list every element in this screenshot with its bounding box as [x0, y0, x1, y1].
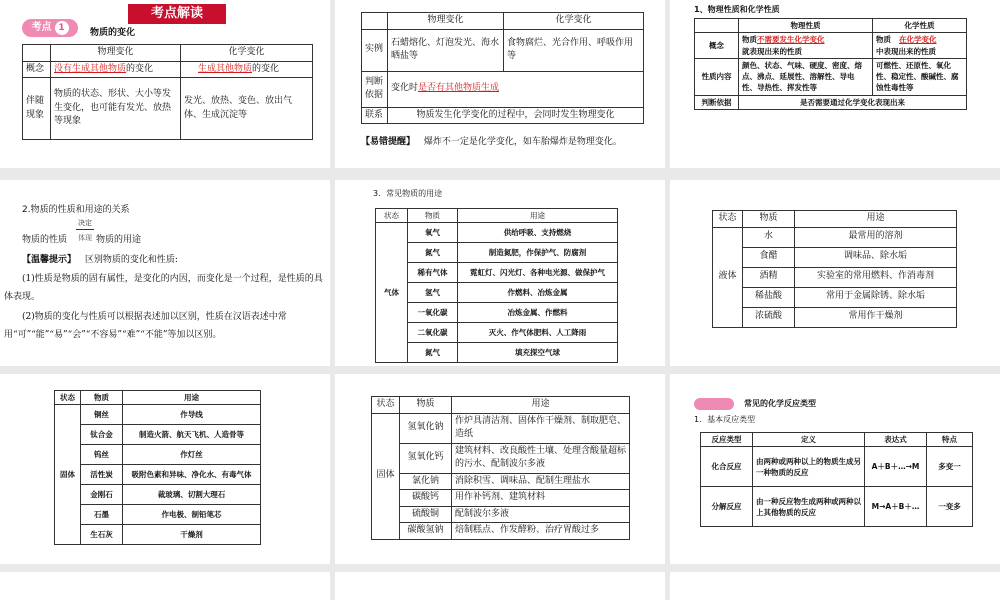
paragraph-2: (2)物质的变化与性质可以根据表述加以区别，性质在汉语表述中常用“可”“能”“易”“会”“不容易”“难”“不能”等加以区别。	[4, 312, 287, 340]
substance-cell: 氢气	[408, 283, 458, 303]
substance-cell: 活性炭	[81, 465, 123, 485]
examples-chemical: 食物腐烂、光合作用、呼吸作用等	[504, 29, 644, 71]
header-use: 用途	[458, 209, 618, 223]
reaction-type-cell: 化合反应	[701, 447, 753, 487]
tip-label: 【温馨提示】	[22, 255, 77, 265]
criterion-prefix: 变化时	[391, 83, 419, 94]
gas-uses-table	[375, 208, 618, 363]
section-title: 物质的变化	[90, 28, 136, 38]
slide-11	[335, 572, 665, 600]
concept-chemical-suffix: 的变化	[252, 63, 280, 74]
content-chemical-property: 可燃性、还原性、氧化性、稳定性、酸碱性、腐蚀性毒性等	[873, 58, 967, 95]
header-substance: 物质	[743, 211, 795, 228]
header-physical-property: 物理性质	[739, 19, 873, 33]
use-cell: 裁玻璃、切割大理石	[123, 485, 261, 505]
slide-8	[335, 374, 665, 564]
use-cell: 填充探空气球	[458, 343, 618, 363]
slide-heading: 1．基本反应类型	[694, 415, 756, 424]
relation-arrow	[76, 229, 94, 230]
row-label-content: 性质内容	[695, 58, 739, 95]
concept-phys-a: 物质	[742, 35, 757, 45]
substance-cell: 稀有气体	[408, 263, 458, 283]
error-tip-text: 爆炸不一定是化学变化，如车胎爆炸是物理变化。	[423, 137, 622, 147]
use-cell: 作电极、制铅笔芯	[123, 505, 261, 525]
substance-cell: 一氧化碳	[408, 303, 458, 323]
concept-chem-a: 物质	[876, 35, 891, 45]
substance-cell: 硫酸铜	[400, 506, 452, 523]
substance-cell: 氯化钠	[400, 473, 452, 490]
feature-cell: 多变一	[927, 447, 973, 487]
slide-10	[0, 572, 330, 600]
row-label-examples: 实例	[362, 29, 388, 71]
relation-arrow-top: 决定	[78, 219, 92, 227]
header-use: 用途	[452, 397, 630, 414]
liquid-uses-table	[712, 210, 957, 328]
definition-cell: 由一种反应物生成两种或两种以上其他物质的反应	[753, 487, 865, 527]
slide-12	[670, 572, 1000, 600]
use-cell: 吸附色素和异味、净化水、有毒气体	[123, 465, 261, 485]
content-physical-property: 颜色、状态、气味、硬度、密度、熔点、沸点、延展性、溶解性、导电性、导热性、挥发性等	[739, 58, 873, 95]
use-cell: 建筑材料、改良酸性土壤、处理含酸量超标的污水、配制波尔多液	[452, 443, 630, 473]
slide-4	[0, 180, 330, 366]
substance-cell: 食醋	[743, 247, 795, 267]
substance-cell: 氢氧化钠	[400, 413, 452, 443]
row-label-criterion: 判断依据	[695, 95, 739, 109]
tip	[22, 252, 178, 265]
substance-cell: 浓硫酸	[743, 307, 795, 327]
row-label-phenomena: 伴随现象	[23, 78, 51, 140]
use-cell: 常用于金属除锈、除水垢	[795, 287, 957, 307]
substance-cell: 稀盐酸	[743, 287, 795, 307]
use-cell: 焙制糕点、作发酵粉、治疗胃酸过多	[452, 523, 630, 540]
corner-cell	[362, 13, 388, 30]
use-cell: 霓虹灯、闪光灯、各种电光源、做保护气	[458, 263, 618, 283]
substance-cell: 氢氧化钙	[400, 443, 452, 473]
use-cell: 作炉具清洁剂、固体作干燥剂、制取肥皂、造纸	[452, 413, 630, 443]
use-cell: 常用作干燥剂	[795, 307, 957, 327]
property-table	[694, 18, 967, 110]
use-cell: 制造氮肥，作保护气、防腐剂	[458, 243, 618, 263]
topic-tag	[694, 398, 734, 410]
substance-cell: 碳酸钙	[400, 490, 452, 507]
section-banner: 考点解读	[128, 4, 226, 24]
concept-phys-b: 就表现出来的性质	[742, 46, 802, 56]
use-cell: 最常用的溶剂	[795, 227, 957, 247]
concept-chem-key: 在化学变化	[899, 35, 937, 45]
use-cell: 冶炼金属、作燃料	[458, 303, 618, 323]
concept-physical-key: 没有生成其他物质	[54, 63, 127, 74]
solid-uses-table-1	[54, 390, 261, 545]
header-definition: 定义	[753, 433, 865, 447]
substance-cell: 二氧化碳	[408, 323, 458, 343]
criterion-cell: 是否需要通过化学变化表现出来	[739, 95, 967, 109]
header-physical: 物理变化	[388, 13, 504, 30]
reaction-type-table	[700, 432, 973, 527]
use-cell: 灭火、作气体肥料、人工降雨	[458, 323, 618, 343]
topic-tag-number: 1	[55, 21, 69, 35]
expression-cell: M→A＋B＋…	[865, 487, 927, 527]
substance-cell: 生石灰	[81, 525, 123, 545]
slide-5	[335, 180, 665, 366]
use-cell: 作灯丝	[123, 445, 261, 465]
use-cell: 制造火箭、航天飞机、人造骨等	[123, 425, 261, 445]
definition-cell: 由两种或两种以上的物质生成另一种物质的反应	[753, 447, 865, 487]
relation-left: 物质的性质	[22, 235, 68, 245]
header-use: 用途	[795, 211, 957, 228]
change-table-2	[361, 12, 644, 124]
criterion-cell	[388, 71, 644, 107]
row-label-concept: 概念	[23, 61, 51, 78]
expression-cell: A＋B＋…→M	[865, 447, 927, 487]
header-physical: 物理变化	[51, 45, 181, 62]
header-state: 状态	[372, 397, 400, 414]
feature-cell: 一变多	[927, 487, 973, 527]
use-cell: 配制波尔多液	[452, 506, 630, 523]
substance-cell: 铜丝	[81, 405, 123, 425]
use-cell: 用作补钙剂、建筑材料	[452, 490, 630, 507]
tip-text: 区别物质的变化和性质:	[84, 255, 178, 265]
substance-cell: 石墨	[81, 505, 123, 525]
paragraph-1: (1)性质是物质的固有属性，是变化的内因，而变化是一个过程，是性质的具体表现。	[4, 274, 323, 302]
substance-cell: 酒精	[743, 267, 795, 287]
relation-right: 物质的用途	[96, 235, 142, 245]
row-label-relation: 联系	[362, 107, 388, 124]
header-feature: 特点	[927, 433, 973, 447]
concept-physical	[51, 61, 181, 78]
corner-cell	[695, 19, 739, 33]
concept-chem-b: 中表现出来的性质	[876, 46, 936, 56]
slide-heading: 2.物质的性质和用途的关系	[22, 205, 130, 215]
header-state: 状态	[55, 391, 81, 405]
row-label-criterion: 判断依据	[362, 71, 388, 107]
concept-phys-key: 不需要发生化学变化	[757, 35, 825, 45]
solid-uses-table-2	[371, 396, 630, 540]
substance-cell: 钨丝	[81, 445, 123, 465]
slide-heading: 1、物理性质和化学性质	[694, 5, 780, 14]
header-state: 状态	[376, 209, 408, 223]
header-expression: 表达式	[865, 433, 927, 447]
use-cell: 实验室的常用燃料、作消毒剂	[795, 267, 957, 287]
slide-9	[670, 374, 1000, 564]
section-title: 常见的化学反应类型	[744, 399, 816, 408]
substance-cell: 碳酸氢钠	[400, 523, 452, 540]
substance-cell: 金刚石	[81, 485, 123, 505]
substance-cell: 氮气	[408, 343, 458, 363]
use-cell: 作燃料、冶炼金属	[458, 283, 618, 303]
reaction-type-cell: 分解反应	[701, 487, 753, 527]
slide-1	[0, 0, 330, 168]
substance-cell: 氧气	[408, 223, 458, 243]
relation-arrow-bottom: 体现	[78, 234, 92, 242]
use-cell: 调味品、除水垢	[795, 247, 957, 267]
concept-chemical-property	[873, 33, 967, 59]
substance-cell: 氮气	[408, 243, 458, 263]
concept-chemical	[181, 61, 313, 78]
slide-3	[670, 0, 1000, 168]
use-cell: 作导线	[123, 405, 261, 425]
use-cell: 消除积雪、调味品、配制生理盐水	[452, 473, 630, 490]
header-chemical-property: 化学性质	[873, 19, 967, 33]
substance-cell: 钛合金	[81, 425, 123, 445]
concept-physical-suffix: 的变化	[126, 63, 154, 74]
relation-cell: 物质发生化学变化的过程中，会同时发生物理变化	[388, 107, 644, 124]
substance-cell: 水	[743, 227, 795, 247]
phenomena-chemical: 发光、放热、变色、放出气体、生成沉淀等	[181, 78, 313, 140]
corner-cell	[23, 45, 51, 62]
state-cell: 气体	[376, 223, 408, 363]
header-substance: 物质	[81, 391, 123, 405]
topic-tag-label: 考点	[31, 22, 52, 33]
header-chemical: 化学变化	[181, 45, 313, 62]
state-cell: 固体	[55, 405, 81, 545]
state-cell: 液体	[713, 227, 743, 327]
slide-heading: 3．常见物质的用途	[373, 189, 443, 198]
header-substance: 物质	[408, 209, 458, 223]
criterion-key: 是否有其他物质生成	[418, 83, 500, 94]
error-tip	[361, 134, 622, 147]
slide-6	[670, 180, 1000, 366]
header-chemical: 化学变化	[504, 13, 644, 30]
concept-chemical-key: 生成其他物质	[198, 63, 253, 74]
state-cell: 固体	[372, 413, 400, 539]
header-state: 状态	[713, 211, 743, 228]
slide-2	[335, 0, 665, 168]
slide-7	[0, 374, 330, 564]
use-cell: 干燥剂	[123, 525, 261, 545]
topic-tag	[22, 19, 78, 37]
row-label-concept: 概念	[695, 33, 739, 59]
change-table	[22, 44, 313, 140]
header-use: 用途	[123, 391, 261, 405]
examples-physical: 石蜡熔化、灯泡发光、海水晒盐等	[388, 29, 504, 71]
concept-physical-property	[739, 33, 873, 59]
error-tip-label: 【易错提醒】	[361, 137, 416, 147]
header-reaction-type: 反应类型	[701, 433, 753, 447]
phenomena-physical: 物质的状态、形状、大小等发生变化，也可能有发光、放热等现象	[51, 78, 181, 140]
use-cell: 供给呼吸、支持燃烧	[458, 223, 618, 243]
header-substance: 物质	[400, 397, 452, 414]
